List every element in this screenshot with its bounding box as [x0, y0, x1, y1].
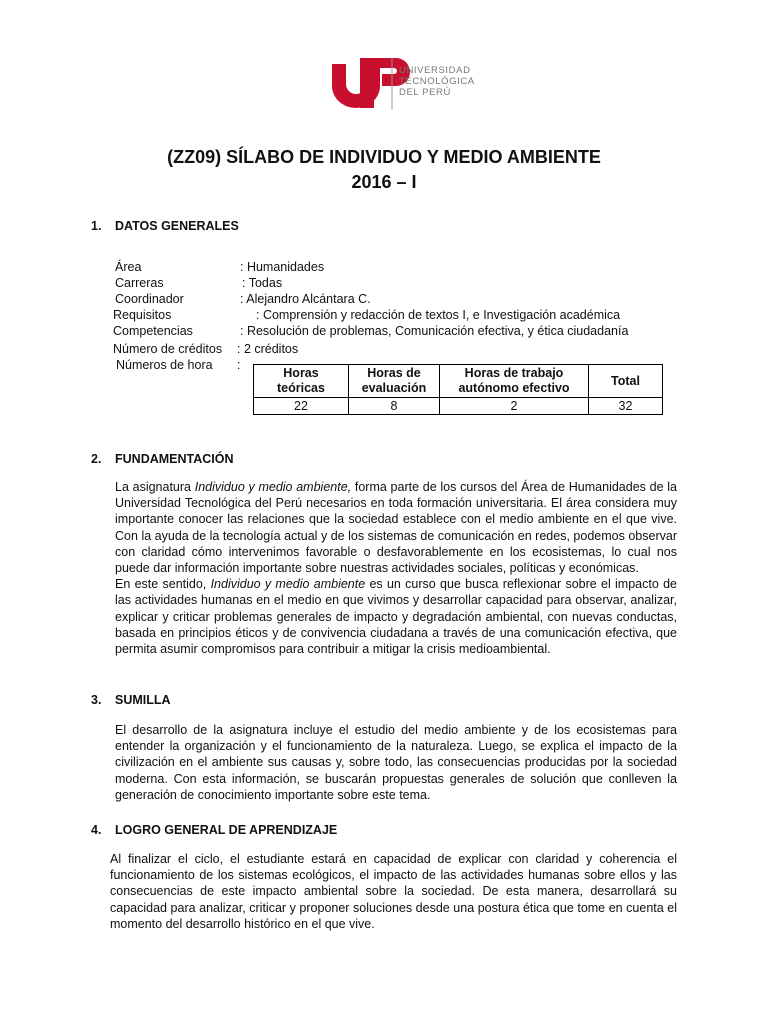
datos-row-coordinador — [115, 292, 371, 306]
datos-row-horas — [116, 358, 241, 372]
datos-row-creditos — [113, 342, 299, 356]
hours-value-autonomo: 2 — [440, 398, 589, 415]
datos-label: Números de hora — [116, 358, 213, 372]
syllabus-term: 2016 – I — [351, 172, 417, 192]
hours-table — [253, 364, 663, 415]
text-run: es un curso que busca reflexionar sobre el impacto de las actividades humanas en el medio en que vivimos y desarrollar capacidad para observar, analizar, explicar y criticar problemas generales de impacto y degradación ambiental, con nuevas conductas, basada en principios éticos y de convivencia ciudadana a través de una comunicación efectiva, que permita asumir compromisos para contribuir a mitigar la crisis medioambiental. — [115, 577, 677, 657]
hours-value-total: 32 — [589, 398, 663, 415]
datos-value: : 2 créditos — [237, 342, 299, 356]
sumilla-paragraph: El desarrollo de la asignatura incluye el estudio del medio ambiente y de los ecosistemas para entender la organización y el funcionamiento de la naturaleza. Luego, se explica el impacto de la civilización en el ambiente sus causas y, sobre todo, las consecuencias producidas por la sociedad moderna. Con esta información, se buscarán propuestas generales de solución que conlleven la generación de conocimiento importante sobre este tema. — [115, 723, 677, 802]
logo-line: TECNOLÓGICA — [399, 76, 475, 87]
syllabus-title: (ZZ09) SÍLABO DE INDIVIDUO Y MEDIO AMBIENTE — [167, 147, 601, 167]
section-title: FUNDAMENTACIÓN — [115, 452, 234, 466]
logo-line: DEL PERÚ — [399, 87, 451, 98]
hours-header-total: Total — [589, 365, 663, 398]
logro-paragraph: Al finalizar el ciclo, el estudiante estará en capacidad de explicar con claridad y coherencia el funcionamiento de los sistemas ecológicos, el impacto de las actividades humanas sobre ellos y las consecuencias de este impacto ambiental sobre la sociedad. De esta manera, desarrollará su capacidad para analizar, criticar y proponer soluciones desde una postura ética que tome en cuenta el momento del desarrollo histórico en el que vive. — [110, 852, 677, 931]
hours-value-teoricas: 22 — [254, 398, 349, 415]
hours-header-teoricas: Horas teóricas — [254, 365, 349, 398]
section-number: 3. — [91, 693, 102, 707]
datos-row-carreras — [115, 276, 283, 290]
section-heading-datos — [91, 219, 239, 233]
datos-label: Número de créditos — [113, 342, 223, 356]
datos-row-area — [115, 260, 325, 274]
logo-line: UNIVERSIDAD — [399, 65, 471, 76]
hours-table-header-row — [254, 365, 663, 398]
datos-value: : Todas — [242, 276, 283, 290]
datos-value: : Humanidades — [240, 260, 325, 274]
datos-label: Coordinador — [115, 292, 184, 306]
section-heading-logro — [91, 823, 337, 837]
datos-label: Requisitos — [113, 308, 172, 322]
datos-row-requisitos — [113, 308, 621, 322]
datos-label: Carreras — [115, 276, 164, 290]
section-number: 1. — [91, 219, 102, 233]
datos-label: Área — [115, 260, 142, 274]
section-title: LOGRO GENERAL DE APRENDIZAJE — [115, 823, 338, 837]
course-name-italic: Individuo y medio ambiente, — [194, 480, 352, 494]
section-number: 4. — [91, 823, 102, 837]
sumilla-text — [115, 722, 677, 803]
university-name — [399, 65, 475, 98]
fundamentacion-paragraph — [115, 479, 677, 576]
hours-header-evaluacion: Horas de evaluación — [349, 365, 440, 398]
hours-header-autonomo: Horas de trabajo autónomo efectivo — [440, 365, 589, 398]
text-run: La asignatura — [115, 480, 195, 494]
datos-value: : Comprensión y redacción de textos I, e Investigación académica — [256, 308, 621, 322]
course-name-italic: Individuo y medio ambiente — [210, 577, 366, 592]
text-run: En este sentido, — [115, 577, 211, 592]
text-run: forma parte de los cursos del Área de Humanidades de la Universidad Tecnológica del Perú necesarios en toda formación universitaria. El área considera muy importante conocer las relaciones que la sociedad establece con el medio ambiente en el que vive. Con la ayuda de la tecnología actual y de los sistemas de comunicación en redes, podemos observar con claridad cómo intervenimos favorable o desfavorablemente en los ecosistemas, lo cual nos puede dar información importante sobre nuestras actividades sociales, políticas y económicas. — [115, 480, 677, 576]
hours-value-evaluacion: 8 — [349, 398, 440, 415]
datos-label: Competencias — [113, 324, 193, 338]
fundamentacion-paragraph — [115, 576, 677, 657]
section-number: 2. — [91, 452, 102, 466]
section-title: SUMILLA — [115, 693, 171, 707]
datos-value: : Resolución de problemas, Comunicación efectiva, y ética ciudadanía — [240, 324, 629, 338]
hours-table-value-row — [254, 398, 663, 415]
section-heading-fundamentacion — [91, 452, 234, 466]
datos-value: : Alejandro Alcántara C. — [240, 292, 371, 306]
section-heading-sumilla — [91, 693, 171, 707]
datos-value: : — [237, 358, 241, 372]
datos-row-competencias — [113, 324, 629, 338]
fundamentacion-text — [115, 479, 677, 657]
section-title: DATOS GENERALES — [115, 219, 239, 233]
logro-text — [110, 851, 677, 932]
